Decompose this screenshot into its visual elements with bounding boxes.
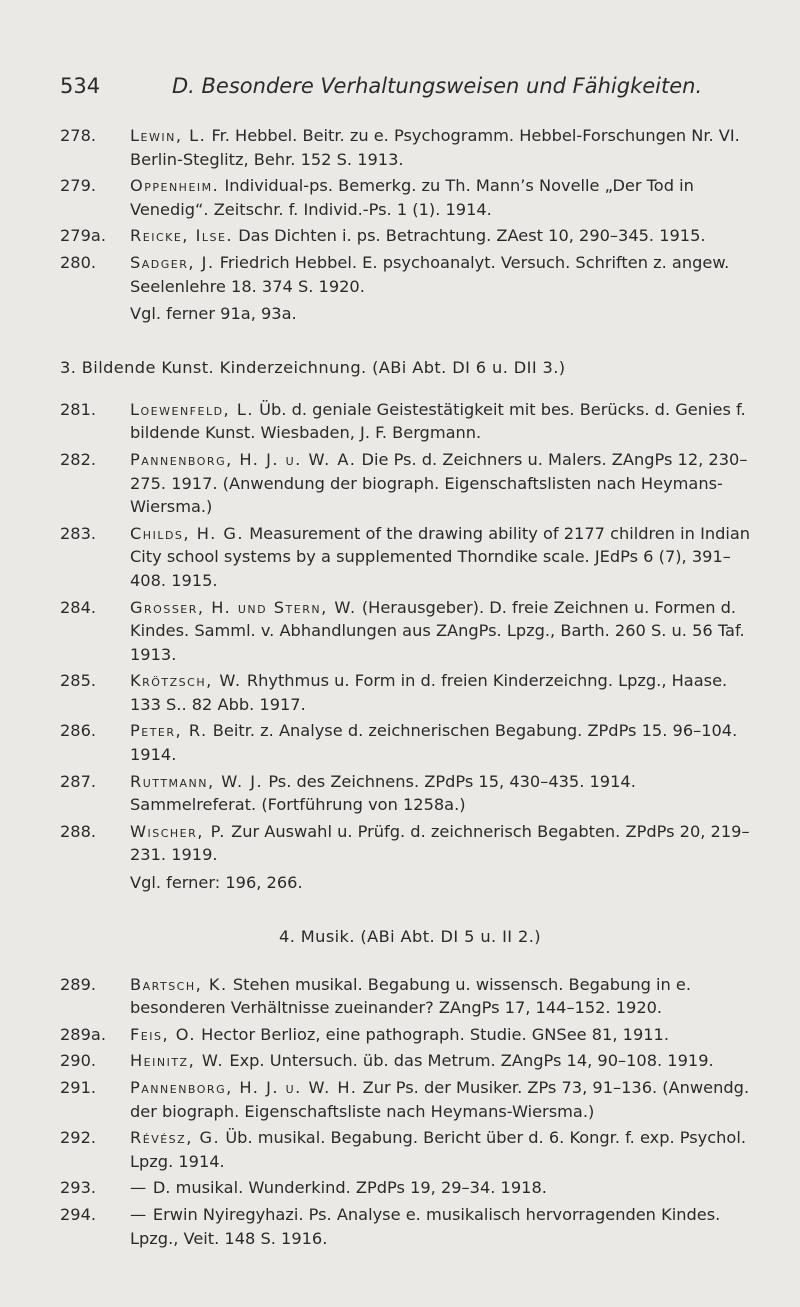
- entry-citation: Ps. des Zeichnens. ZPdPs 15, 430–435. 1914. Sammelreferat. (Fortführung von 1258a.): [130, 771, 636, 815]
- entry-text: [130, 124, 760, 171]
- bibliography-entry: [60, 1126, 760, 1173]
- bibliography-entry: [60, 1176, 760, 1200]
- entry-number: 292.: [60, 1128, 97, 1148]
- entry-number: 280.: [60, 252, 97, 272]
- entry-citation: (Herausgeber). D. freie Zeichnen u. Formen d. Kindes. Samml. v. Abhandlungen aus ZAngPs. Lpzg., Barth. 260 S. u. 56 Taf. 1913.: [130, 597, 745, 664]
- entry-citation: Üb. d. geniale Geistestätigkeit mit bes. Berücks. d. Genies f. bildende Kunst. Wiesbaden, J. F. Bergmann.: [130, 399, 746, 443]
- section-heading-bildende-kunst: 3. Bildende Kunst. Kinderzeichnung. (ABi Abt. DI 6 u. DII 3.): [60, 357, 566, 377]
- entry-citation: Stehen musikal. Begabung u. wissensch. Begabung in e. besonderen Verhältnisse zueinander? ZAngPs 17, 144–152. 1920.: [130, 974, 692, 1018]
- entry-group-musik: [60, 973, 760, 1251]
- entry-author: Révész, G.: [130, 1128, 221, 1148]
- running-title: D. Besondere Verhaltungsweisen und Fähigkeiten.: [172, 74, 703, 98]
- entry-author: —: [130, 1178, 148, 1198]
- entry-author: Feis, O.: [130, 1024, 197, 1044]
- entry-number: 289.: [60, 974, 97, 994]
- entry-text: [130, 596, 760, 667]
- entry-citation: Üb. musikal. Begabung. Bericht über d. 6. Kongr. f. exp. Psychol. Lpzg. 1914.: [130, 1128, 746, 1171]
- entry-number: 288.: [60, 821, 97, 841]
- bibliography: [60, 124, 760, 1253]
- entry-author: Krötzsch, W.: [130, 671, 242, 691]
- entry-number: 286.: [60, 721, 97, 741]
- running-header: [60, 74, 740, 104]
- entry-text: [130, 174, 760, 221]
- bibliography-entry: [60, 224, 760, 248]
- entry-number: 285.: [60, 671, 97, 691]
- entry-author: Bartsch, K.: [130, 974, 228, 994]
- bibliography-entry: [60, 1023, 760, 1047]
- entry-group-bildende-kunst: [60, 398, 760, 895]
- entry-citation: Exp. Untersuch. üb. das Metrum. ZAngPs 14, 90–108. 1919.: [229, 1051, 714, 1071]
- entry-text: [130, 973, 760, 1020]
- entry-author: Lewin, L.: [130, 126, 207, 145]
- entry-author: Pannenborg, H. J. u. W. A.: [130, 449, 357, 469]
- entry-text: [130, 448, 760, 519]
- page-number: 534: [60, 74, 101, 98]
- bibliography-entry: [60, 719, 760, 766]
- entry-number: 291.: [60, 1078, 97, 1097]
- entry-citation: Zur Ps. der Musiker. ZPs 73, 91–136. (Anwendg. der biograph. Eigenschaftsliste nach Heymans-Wiersma.): [130, 1078, 750, 1121]
- entry-number: 279a.: [60, 226, 106, 246]
- entry-text: [130, 770, 760, 817]
- bibliography-entry: [60, 1203, 760, 1250]
- entry-text: [130, 1076, 760, 1123]
- bibliography-entry: [60, 1049, 760, 1073]
- bibliography-entry: [60, 596, 760, 667]
- entry-number: 281.: [60, 399, 97, 419]
- entry-text: [130, 1023, 760, 1047]
- bibliography-entry: [60, 1076, 760, 1123]
- entry-citation: Die Ps. d. Zeichners u. Malers. ZAngPs 12, 230–275. 1917. (Anwendung der biograph. Eigenschaftslisten nach Heymans-Wiersma.): [130, 449, 748, 517]
- entry-text: [130, 522, 760, 593]
- entry-text: [130, 251, 760, 298]
- entry-text: [130, 820, 760, 867]
- entry-cross-reference: Vgl. ferner: 196, 266.: [130, 873, 303, 893]
- entry-number: 294.: [60, 1204, 97, 1224]
- entry-text: [130, 1203, 760, 1250]
- entry-citation: Friedrich Hebbel. E. psychoanalyt. Versuch. Schriften z. angew. Seelenlehre 18. 374 S. 1920.: [130, 252, 730, 296]
- entry-number: 284.: [60, 597, 97, 617]
- entry-citation: Individual-ps. Bemerkg. zu Th. Mann’s Novelle „Der Tod in Venedig“. Zeitschr. f. Individ.-Ps. 1 (1). 1914.: [130, 176, 694, 219]
- entry-text: [130, 1049, 760, 1073]
- entry-author: Ruttmann, W. J.: [130, 771, 264, 791]
- entry-text: [130, 669, 760, 716]
- entry-author: Sadger, J.: [130, 252, 215, 272]
- entry-text: [130, 1126, 760, 1173]
- section-heading-musik: 4. Musik. (ABi Abt. DI 5 u. II 2.): [279, 926, 541, 946]
- entry-cross-reference: Vgl. ferner 91a, 93a.: [130, 304, 297, 324]
- entry-number: 290.: [60, 1051, 97, 1071]
- entry-number: 278.: [60, 126, 97, 145]
- entry-author: Heinitz, W.: [130, 1051, 225, 1071]
- entry-text: [130, 224, 760, 248]
- entry-number: 279.: [60, 176, 97, 196]
- entry-author: —: [130, 1204, 148, 1224]
- bibliography-entry: [60, 124, 760, 171]
- bibliography-entry: [60, 251, 760, 326]
- entry-text: [130, 398, 760, 445]
- entry-number: 287.: [60, 771, 97, 791]
- entry-author: Oppenheim.: [130, 176, 220, 196]
- entry-text: [130, 719, 760, 766]
- bibliography-entry: [60, 522, 760, 593]
- bibliography-entry: [60, 820, 760, 895]
- bibliography-entry: [60, 398, 760, 445]
- entry-author: Peter, R.: [130, 721, 208, 741]
- entry-group-literature: [60, 124, 760, 326]
- entry-number: 293.: [60, 1178, 97, 1198]
- entry-number: 283.: [60, 523, 97, 543]
- entry-author: Pannenborg, H. J. u. W. H.: [130, 1078, 358, 1097]
- entry-text: [130, 1176, 760, 1200]
- entry-citation: Hector Berlioz, eine pathograph. Studie. GNSee 81, 1911.: [201, 1024, 669, 1044]
- bibliography-entry: [60, 973, 760, 1020]
- entry-citation: Das Dichten i. ps. Betrachtung. ZAest 10, 290–345. 1915.: [238, 226, 706, 246]
- entry-citation: Beitr. z. Analyse d. zeichnerischen Begabung. ZPdPs 15. 96–104. 1914.: [130, 721, 738, 765]
- bibliography-entry: [60, 669, 760, 716]
- entry-citation: Erwin Nyiregyhazi. Ps. Analyse e. musikalisch hervorragenden Kindes. Lpzg., Veit. 148 S. 1916.: [130, 1204, 721, 1248]
- entry-number: 282.: [60, 449, 97, 469]
- entry-citation: D. musikal. Wunderkind. ZPdPs 19, 29–34. 1918.: [152, 1178, 547, 1198]
- entry-author: Childs, H. G.: [130, 523, 245, 543]
- entry-citation: Fr. Hebbel. Beitr. zu e. Psychogramm. Hebbel-Forschungen Nr. VI. Berlin-Steglitz, Behr. 152 S. 1913.: [130, 126, 740, 169]
- entry-citation: Rhythmus u. Form in d. freien Kinderzeichng. Lpzg., Haase. 133 S.. 82 Abb. 1917.: [130, 671, 728, 714]
- bibliography-entry: [60, 448, 760, 519]
- bibliography-entry: [60, 770, 760, 817]
- entry-citation: Zur Auswahl u. Prüfg. d. zeichnerisch Begabten. ZPdPs 20, 219–231. 1919.: [130, 821, 750, 865]
- entry-number: 289a.: [60, 1024, 106, 1044]
- entry-citation: Measurement of the drawing ability of 2177 children in Indian City school systems by a supplemented Thorndike scale. JEdPs 6 (7), 391–408. 1915.: [130, 523, 751, 590]
- entry-author: Wischer, P.: [130, 821, 226, 841]
- entry-author: Reicke, Ilse.: [130, 226, 234, 246]
- entry-author: Loewenfeld, L.: [130, 399, 255, 419]
- entry-author: Grosser, H. und Stern, W.: [130, 597, 357, 617]
- bibliography-entry: [60, 174, 760, 221]
